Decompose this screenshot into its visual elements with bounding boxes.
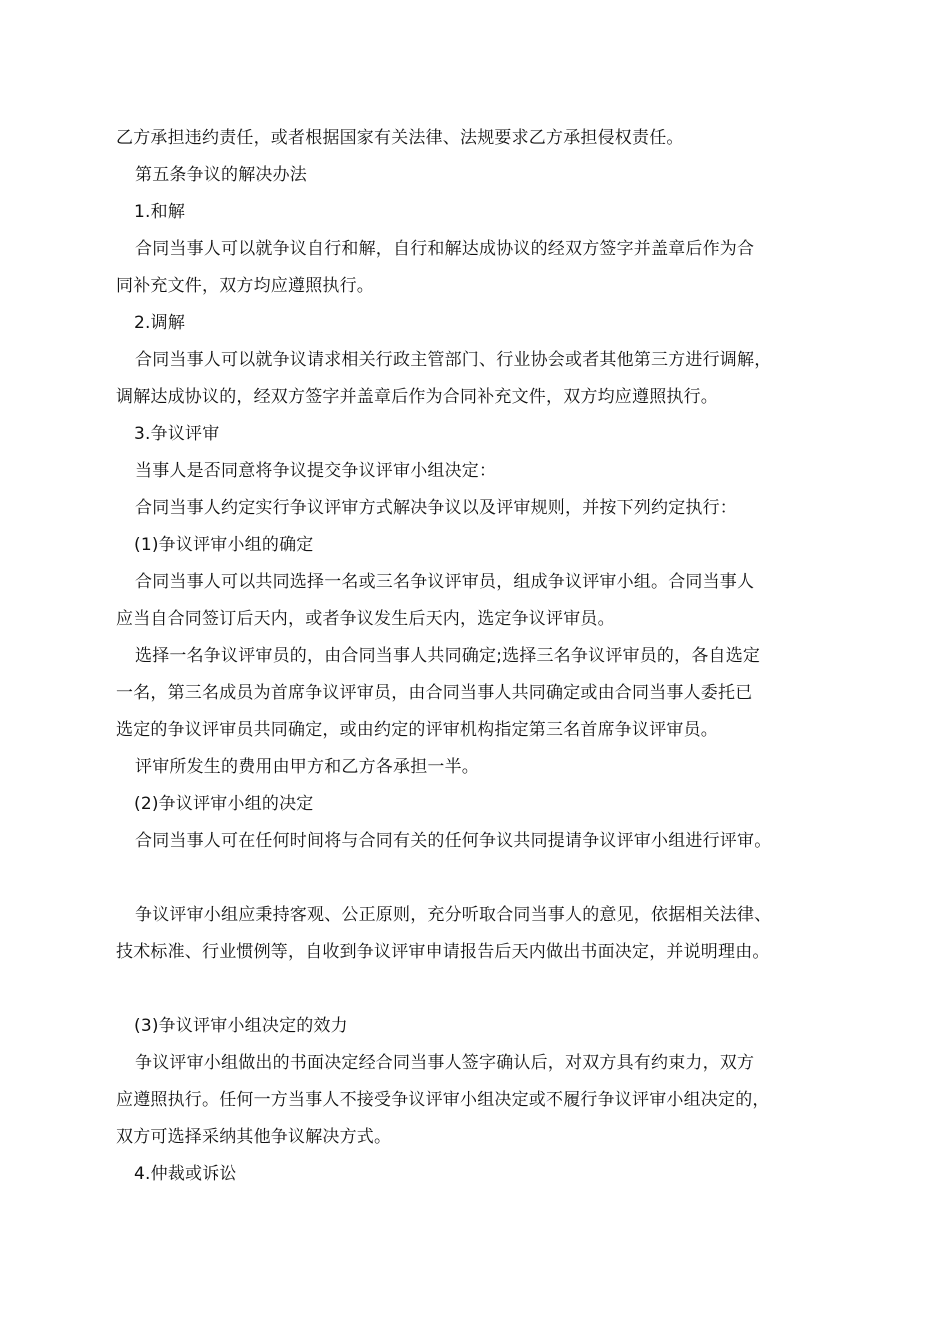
paragraph-gap: [116, 971, 834, 1008]
paragraph-line: 合同当事人可以就争议自行和解，自行和解达成协议的经双方签字并盖章后作为合: [135, 239, 755, 259]
paragraph-line: 合同当事人可以就争议请求相关行政主管部门、行业协会或者其他第三方进行调解，: [135, 350, 772, 370]
paragraph-line: 选定的争议评审员共同确定，或由约定的评审机构指定第三名首席争议评审员。: [116, 720, 718, 740]
paragraph-line: 调解达成协议的，经双方签字并盖章后作为合同补充文件，双方均应遵照执行。: [116, 387, 718, 407]
paragraph-line: 选择一名争议评审员的，由合同当事人共同确定;选择三名争议评审员的，各自选定: [135, 646, 761, 666]
document-body: [116, 120, 834, 1193]
paragraph-line: 争议评审小组应秉持客观、公正原则，充分听取合同当事人的意见，依据相关法律、: [135, 905, 772, 925]
subsection-heading: 2.调解: [134, 313, 186, 333]
paragraph-line: 应遵照执行。任何一方当事人不接受争议评审小组决定或不履行争议评审小组决定的，: [116, 1090, 770, 1110]
paragraph-line: 一名，第三名成员为首席争议评审员，由合同当事人共同确定或由合同当事人委托已: [116, 683, 753, 703]
section-heading: 第五条争议的解决办法: [135, 165, 307, 185]
paragraph-line: 当事人是否同意将争议提交争议评审小组决定：: [135, 461, 497, 481]
item-heading: (3)争议评审小组决定的效力: [134, 1016, 348, 1036]
item-heading: (1)争议评审小组的确定: [134, 535, 314, 555]
paragraph-line: 合同当事人可以共同选择一名或三名争议评审员，组成争议评审小组。合同当事人: [135, 572, 755, 592]
subsection-heading: 4.仲裁或诉讼: [134, 1164, 237, 1184]
item-heading: (2)争议评审小组的决定: [134, 794, 314, 814]
subsection-heading: 3.争议评审: [134, 424, 220, 444]
paragraph-gap: [116, 860, 834, 897]
paragraph-line: 争议评审小组做出的书面决定经合同当事人签字确认后，对双方具有约束力，双方: [135, 1053, 755, 1073]
paragraph-line: 评审所发生的费用由甲方和乙方各承担一半。: [135, 757, 479, 777]
paragraph-line: 双方可选择采纳其他争议解决方式。: [116, 1127, 392, 1147]
paragraph-line: 合同当事人约定实行争议评审方式解决争议以及评审规则，并按下列约定执行：: [135, 498, 737, 518]
paragraph-line: 应当自合同签订后天内，或者争议发生后天内，选定争议评审员。: [116, 609, 615, 629]
paragraph-line: 合同当事人可在任何时间将与合同有关的任何争议共同提请争议评审小组进行评审。: [135, 831, 772, 851]
paragraph-line: 乙方承担违约责任，或者根据国家有关法律、法规要求乙方承担侵权责任。: [116, 128, 684, 148]
paragraph-line: 技术标准、行业惯例等，自收到争议评审申请报告后天内做出书面决定，并说明理由。: [116, 942, 770, 962]
paragraph-line: 同补充文件，双方均应遵照执行。: [116, 276, 374, 296]
subsection-heading: 1.和解: [134, 202, 186, 222]
